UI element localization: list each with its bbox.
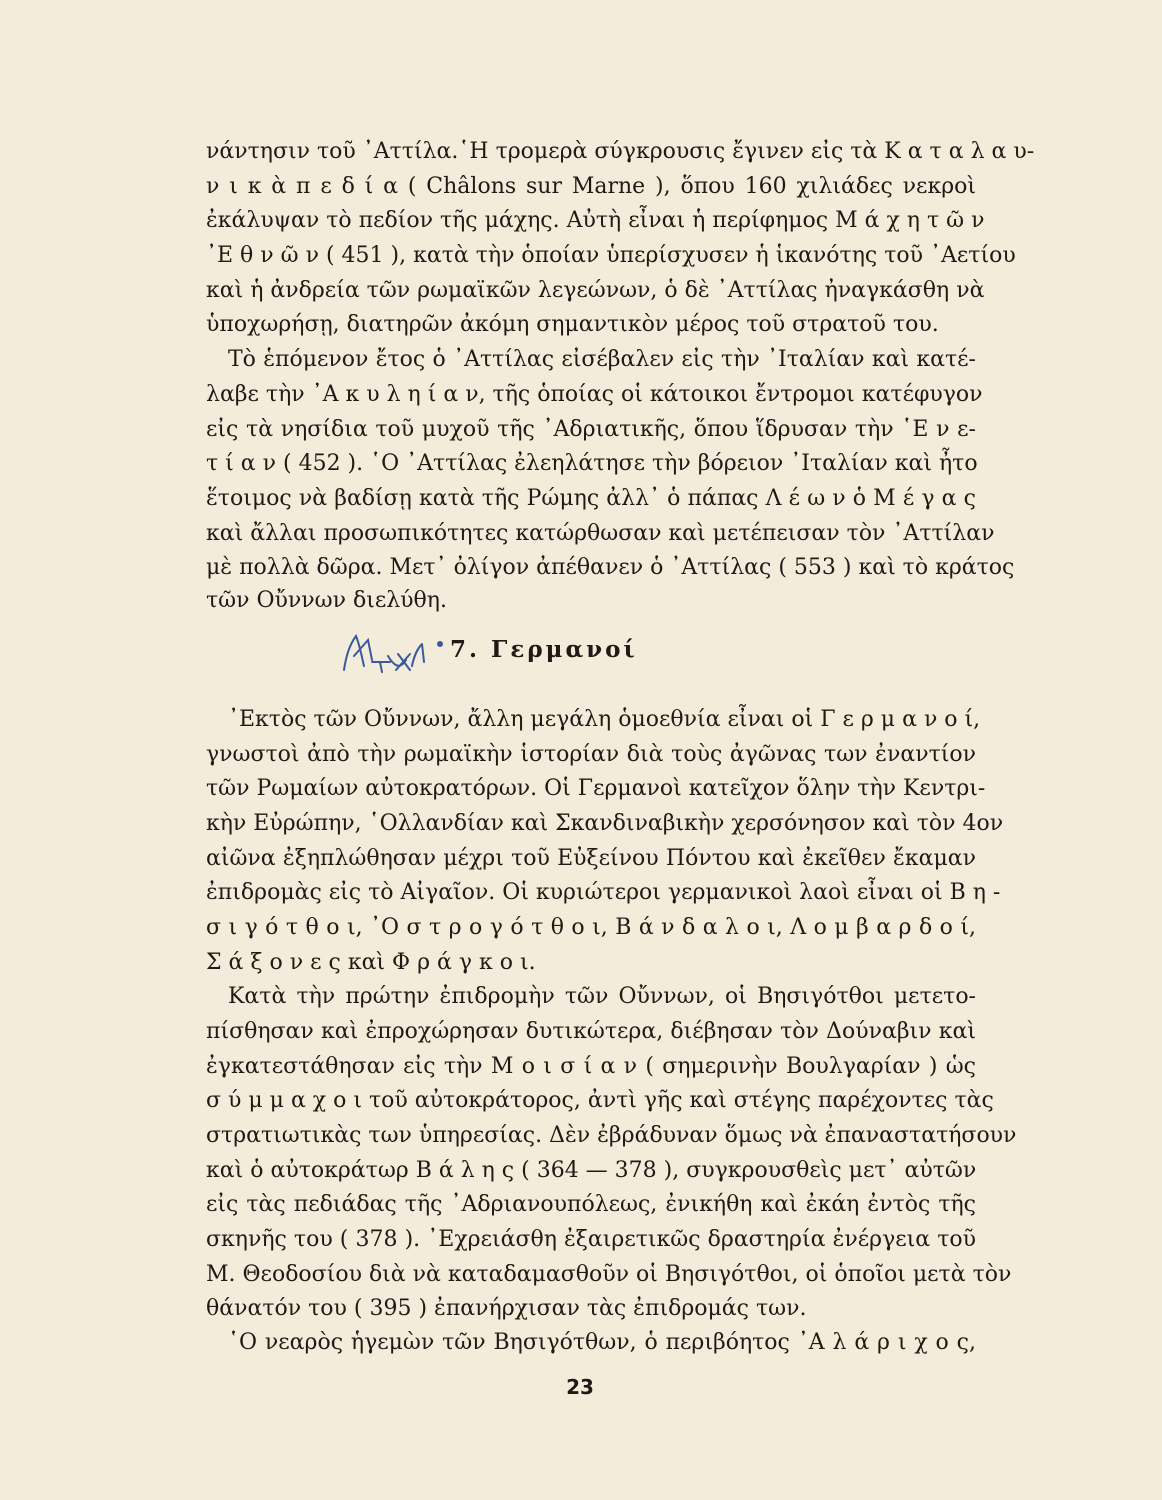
text-line: σ ύ μ μ α χ ο ι τοῦ αὐτοκράτορος, ἀντὶ γῆς καὶ στέγης παρέχοντες τὰς [206, 1088, 994, 1113]
text-line: Τὸ ἑπόμενον ἔτος ὁ ᾿Αττίλας εἰσέβαλεν εἰς τὴν ᾿Ιταλίαν καὶ κατέ- [228, 347, 976, 372]
page-number: 23 [566, 1375, 594, 1399]
text-line: εἰς τὰς πεδιάδας τῆς ᾿Αδριανουπόλεως, ἐνικήθη καὶ ἐκάη ἐντὸς τῆς [206, 1192, 976, 1217]
text-line: Σ ά ξ ο ν ε ς καὶ Φ ρ ά γ κ ο ι. [206, 950, 536, 975]
text-line: τῶν Ρωμαίων αὐτοκρατόρων. Οἱ Γερμανοὶ κατεῖχον ὅλην τὴν Κεντρι- [206, 776, 986, 801]
text-line: ν ι κ ὰ π ε δ ί α ( Châlons sur Marne ), ὅπου 160 χιλιάδες νεκροὶ [206, 174, 976, 199]
text-line: Κατὰ τὴν πρώτην ἐπιδρομὴν τῶν Οὔννων, οἱ Βησιγότθοι μετετο- [228, 984, 976, 1009]
text-line: ῾Ο νεαρὸς ἡγεμὼν τῶν Βησιγότθων, ὁ περιβόητος ᾿Α λ ά ρ ι χ ο ς, [228, 1330, 976, 1355]
text-line: ἕτοιμος νὰ βαδίσῃ κατὰ τῆς Ρώμης ἀλλ᾿ ὁ πάπας Λ έ ω ν ὁ Μ έ γ α ς [206, 486, 976, 511]
text-line: σκηνῆς του ( 378 ). ᾿Εχρειάσθη ἐξαιρετικῶς δραστηρία ἐνέργεια τοῦ [206, 1227, 976, 1252]
text-line: τ ί α ν ( 452 ). ῾Ο ᾿Αττίλας ἐλεηλάτησε τὴν βόρειον ᾿Ιταλίαν καὶ ἦτο [206, 451, 978, 476]
text-line: ἐγκατεστάθησαν εἰς τὴν Μ ο ι σ ί α ν ( σημερινὴν Βουλγαρίαν ) ὡς [206, 1054, 976, 1079]
text-line: θάνατόν του ( 395 ) ἐπανήρχισαν τὰς ἐπιδρομάς των. [206, 1296, 807, 1321]
text-line: τῶν Οὔννων διελύθη. [206, 588, 447, 613]
text-line: στρατιωτικὰς των ὑπηρεσίας. Δὲν ἐβράδυναν ὅμως νὰ ἐπαναστατήσουν [206, 1123, 1017, 1148]
text-line: ἐκάλυψαν τὸ πεδίον τῆς μάχης. Αὐτὴ εἶναι ἡ περίφημος Μ ά χ η τ ῶ ν [206, 208, 985, 233]
text-line: μὲ πολλὰ δῶρα. Μετ᾿ ὀλίγον ἀπέθανεν ὁ ᾿Αττίλας ( 553 ) καὶ τὸ κράτος [206, 555, 1015, 580]
text-line: ἐπιδρομὰς εἰς τὸ Αἰγαῖον. Οἱ κυριώτεροι γερμανικοὶ λαοὶ εἶναι οἱ Β η - [206, 880, 1001, 905]
text-line: ὑποχωρήσῃ, διατηρῶν ἀκόμη σημαντικὸν μέρος τοῦ στρατοῦ του. [206, 312, 939, 337]
handwritten-annotation [338, 626, 458, 678]
text-line: εἰς τὰ νησίδια τοῦ μυχοῦ τῆς ᾿Αδριατικῆς, ὅπου ἵδρυσαν τὴν ῾Ε ν ε- [206, 417, 976, 442]
text-line: πίσθησαν καὶ ἐπροχώρησαν δυτικώτερα, διέβησαν τὸν Δούναβιν καὶ [206, 1019, 976, 1044]
section-heading: 7. Γερμανοί [450, 636, 638, 663]
text-line: νάντησιν τοῦ ᾿Αττίλα.῾Η τρομερὰ σύγκρουσις ἔγινεν εἰς τὰ Κ α τ α λ α υ- [206, 139, 1035, 164]
text-line: ᾿Εκτὸς τῶν Οὔννων, ἄλλη μεγάλη ὁμοεθνία εἶναι οἱ Γ ε ρ μ α ν ο ί, [228, 707, 981, 732]
text-line: ᾿Ε θ ν ῶ ν ( 451 ), κατὰ τὴν ὁποίαν ὑπερίσχυσεν ἡ ἱκανότης τοῦ ᾿Αετίου [206, 243, 1016, 268]
text-line: καὶ ὁ αὐτοκράτωρ Β ά λ η ς ( 364 — 378 ), συγκρουσθεὶς μετ᾿ αὐτῶν [206, 1158, 977, 1183]
text-line: λαβε τὴν ᾿Α κ υ λ η ί α ν, τῆς ὁποίας οἱ κάτοικοι ἔντρομοι κατέφυγον [206, 382, 983, 407]
text-line: σ ι γ ό τ θ ο ι, ᾿Ο σ τ ρ ο γ ό τ θ ο ι, Β ά ν δ α λ ο ι, Λ ο μ β α ρ δ ο ί, [206, 915, 976, 940]
text-line: κὴν Εὐρώπην, ῾Ολλανδίαν καὶ Σκανδιναβικὴν χερσόνησον καὶ τὸν 4ον [206, 811, 1004, 836]
text-line: αἰῶνα ἐξηπλώθησαν μέχρι τοῦ Εὐξείνου Πόντου καὶ ἐκεῖθεν ἔκαμαν [206, 846, 976, 871]
text-line: καὶ ἄλλαι προσωπικότητες κατώρθωσαν καὶ μετέπεισαν τὸν ᾿Αττίλαν [206, 521, 995, 546]
text-line: γνωστοὶ ἀπὸ τὴν ρωμαϊκὴν ἱστορίαν διὰ τοὺς ἀγῶνας των ἐναντίον [206, 742, 976, 767]
text-line: Μ. Θεοδοσίου διὰ νὰ καταδαμασθοῦν οἱ Βησιγότθοι, οἱ ὁποῖοι μετὰ τὸν [206, 1262, 1012, 1287]
text-line: καὶ ἡ ἀνδρεία τῶν ρωμαϊκῶν λεγεώνων, ὁ δὲ ᾿Αττίλας ἠναγκάσθη νὰ [206, 278, 985, 303]
